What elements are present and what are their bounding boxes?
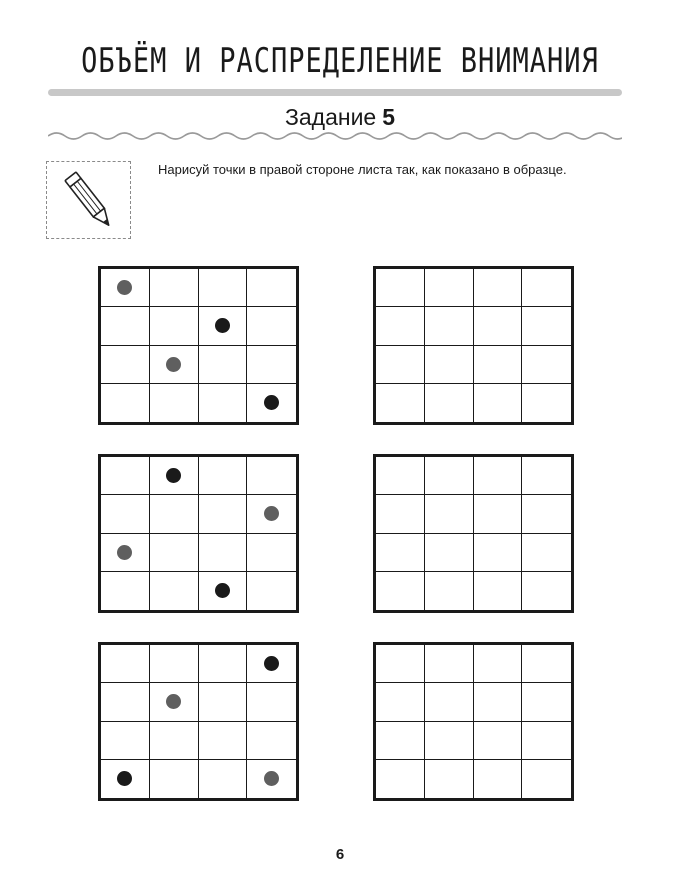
grid-cell [199, 495, 248, 533]
grid-cell [101, 760, 150, 798]
grid-cell [199, 760, 248, 798]
grid-cell[interactable] [522, 722, 571, 760]
sample-grid [98, 642, 299, 801]
grid-cell [150, 722, 199, 760]
grey-dot [117, 280, 132, 295]
black-dot [166, 468, 181, 483]
grid-cell [247, 457, 296, 495]
grid-cell[interactable] [376, 645, 425, 683]
grid-cell[interactable] [376, 495, 425, 533]
grid-cell[interactable] [425, 307, 474, 345]
grid-cell [199, 683, 248, 721]
grid-cell[interactable] [474, 534, 523, 572]
grid-cell [150, 572, 199, 610]
grid-cell [247, 384, 296, 422]
grid-cell[interactable] [376, 722, 425, 760]
grey-dot [166, 694, 181, 709]
grid-cell [199, 457, 248, 495]
header-divider [48, 89, 622, 96]
grid-cell [247, 722, 296, 760]
grid-cell[interactable] [376, 760, 425, 798]
sample-grid [98, 266, 299, 425]
grid-cell[interactable] [522, 534, 571, 572]
grid-cell [150, 534, 199, 572]
grid-cell [199, 307, 248, 345]
grey-dot [264, 506, 279, 521]
grid-cell[interactable] [425, 645, 474, 683]
grid-cell [101, 722, 150, 760]
grid-cell[interactable] [425, 760, 474, 798]
grey-dot [117, 545, 132, 560]
wavy-divider [48, 128, 622, 144]
grid-cell[interactable] [425, 269, 474, 307]
grid-cell[interactable] [425, 534, 474, 572]
grid-cell [101, 683, 150, 721]
answer-grid[interactable] [373, 454, 574, 613]
grid-cell [247, 269, 296, 307]
grid-cell [150, 346, 199, 384]
grid-cell[interactable] [522, 760, 571, 798]
grid-cell[interactable] [522, 384, 571, 422]
pencil-icon [47, 162, 132, 240]
page-number: 6 [335, 846, 345, 863]
grid-cell [101, 645, 150, 683]
grid-cell [199, 269, 248, 307]
grid-cell [247, 683, 296, 721]
sample-grid [98, 454, 299, 613]
answer-grid[interactable] [373, 266, 574, 425]
grid-cell [150, 307, 199, 345]
grid-cell [101, 384, 150, 422]
task-heading [0, 104, 680, 131]
pencil-icon-box [46, 161, 131, 239]
grid-cell[interactable] [474, 346, 523, 384]
grid-cell[interactable] [474, 457, 523, 495]
grid-cell[interactable] [425, 722, 474, 760]
grid-cell [150, 645, 199, 683]
grid-cell[interactable] [474, 269, 523, 307]
grid-cell [199, 722, 248, 760]
grid-cell [101, 346, 150, 384]
grid-cell[interactable] [376, 457, 425, 495]
grid-cell[interactable] [376, 384, 425, 422]
grid-cell[interactable] [425, 346, 474, 384]
grid-cell [101, 457, 150, 495]
grid-cell [247, 760, 296, 798]
grid-cell[interactable] [425, 384, 474, 422]
instruction-text: Нарисуй точки в правой стороне листа так, как показано в образце. [158, 162, 567, 177]
grid-cell [150, 384, 199, 422]
grid-cell[interactable] [474, 760, 523, 798]
black-dot [264, 395, 279, 410]
grid-cell [101, 534, 150, 572]
grid-cell[interactable] [474, 572, 523, 610]
grid-cell[interactable] [474, 307, 523, 345]
grid-cell [199, 346, 248, 384]
grid-cell [101, 269, 150, 307]
grid-cell [150, 683, 199, 721]
grid-cell [101, 307, 150, 345]
black-dot [215, 583, 230, 598]
grid-cell[interactable] [376, 307, 425, 345]
grid-cell[interactable] [522, 457, 571, 495]
grid-cell[interactable] [474, 384, 523, 422]
grid-cell[interactable] [425, 495, 474, 533]
grid-cell [150, 760, 199, 798]
grid-cell[interactable] [522, 346, 571, 384]
page-title: ОБЪЁМ И РАСПРЕДЕЛЕНИЕ ВНИМАНИЯ [81, 42, 599, 81]
task-label: Задание [284, 104, 377, 130]
answer-grid[interactable] [373, 642, 574, 801]
grid-cell [247, 307, 296, 345]
grey-dot [166, 357, 181, 372]
grid-cell[interactable] [474, 495, 523, 533]
grid-cell [247, 534, 296, 572]
black-dot [215, 318, 230, 333]
grid-cell[interactable] [522, 645, 571, 683]
grid-cell[interactable] [522, 495, 571, 533]
grid-cell [150, 495, 199, 533]
grid-cell[interactable] [474, 683, 523, 721]
grid-cell[interactable] [522, 572, 571, 610]
grid-cell[interactable] [522, 307, 571, 345]
grid-cell [150, 457, 199, 495]
grid-cell [199, 572, 248, 610]
grid-cell[interactable] [376, 269, 425, 307]
grid-cell [247, 572, 296, 610]
grid-cell [101, 572, 150, 610]
grid-cell [150, 269, 199, 307]
grid-cell[interactable] [376, 683, 425, 721]
grid-cell [247, 346, 296, 384]
grid-cell[interactable] [474, 645, 523, 683]
black-dot [264, 656, 279, 671]
grid-cell [199, 534, 248, 572]
grid-cell[interactable] [376, 534, 425, 572]
grid-cell [247, 495, 296, 533]
task-number: 5 [382, 104, 396, 130]
grid-cell[interactable] [425, 572, 474, 610]
grid-cell[interactable] [522, 269, 571, 307]
black-dot [117, 771, 132, 786]
grid-cell[interactable] [376, 572, 425, 610]
grid-cell [247, 645, 296, 683]
grid-cell [199, 384, 248, 422]
grid-cell[interactable] [425, 683, 474, 721]
grid-cell [199, 645, 248, 683]
grid-cell[interactable] [474, 722, 523, 760]
grid-cell[interactable] [376, 346, 425, 384]
grid-cell [101, 495, 150, 533]
grid-cell[interactable] [425, 457, 474, 495]
grid-cell[interactable] [522, 683, 571, 721]
grey-dot [264, 771, 279, 786]
